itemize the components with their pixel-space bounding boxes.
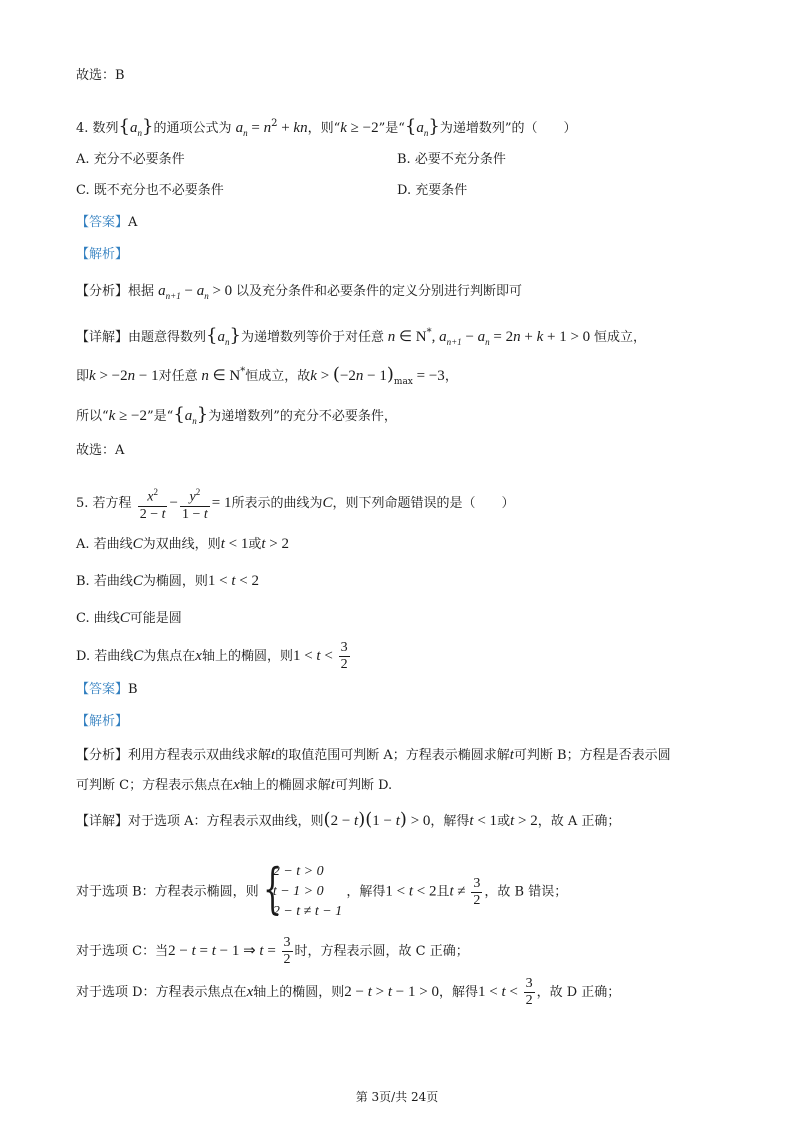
option-b: B. 必要不充分条件 — [397, 152, 506, 167]
q5-answer-line: 【答案】B — [76, 682, 138, 697]
q5-option-b: B. 若曲线C为椭圆，则1 < t < 2 — [76, 573, 259, 589]
question-5: 5. 若方程 $\frac{x^2}{2 - t}$ − $\frac{y^2}{1 - t}$ = 1所表示的曲线为C，则下列命题错误的是（ ） — [76, 484, 515, 523]
option-c: C. 既不充分也不必要条件 — [76, 183, 224, 198]
analysis-tag: 【解析】 — [76, 247, 129, 262]
page-footer: 第 3页/共 24页 — [355, 1090, 439, 1104]
q5-detail-d: 对于选项 D：方程表示焦点在x轴上的椭圆，则2 − t > t − 1 > 0，解得1 < t < $\frac{3}{2}$ ，故 D 正确； — [76, 976, 621, 1008]
q5-detail-c: 对于选项 C：当2 − t = t − 1 ⇒ t = $\frac{3}{2}$ 时，方程表示圆，故 C 正确； — [76, 935, 469, 967]
option-a: A. 充分不必要条件 — [76, 152, 185, 167]
q5-fenxi-line-1: 【分析】利用方程表示双曲线求解t的取值范围可判断 A；方程表示椭圆求解t可判断 B；方程是否表示圆 — [76, 747, 671, 763]
option-d: D. 充要条件 — [397, 183, 468, 198]
q5-analysis-tag: 【解析】 — [76, 714, 129, 729]
choose-line: 故选：A — [76, 443, 125, 458]
q5-fenxi-line-2: 可判断 C；方程表示焦点在x轴上的椭圆求解t可判断 D. — [76, 777, 393, 793]
q5-option-c: C. 曲线C可能是圆 — [76, 610, 182, 626]
q5-option-a: A. 若曲线C为双曲线，则t < 1或t > 2 — [76, 536, 289, 552]
detail-line-3: 所以“k ≥ −2”是“$\{a_n\}$为递增数列”的充分不必要条件， — [76, 404, 397, 426]
detail-line-2: 即k > −2n − 1对任意 n ∈ N*恒成立，故$k > (-2n - 1)_{max} = -3$， — [76, 364, 458, 387]
q5-detail-b: 对于选项 B：方程表示椭圆，则 { 2 − t > 0 t − 1 > 0 2 − t ≠ t − 1 ，解得1 < t < 2且t ≠ $\frac{3}{2}$ ，故 B 错误； — [76, 857, 568, 920]
question-4: 4. 数列$\{a_n\}$的通项公式为 $a_n = n^2$ + kn，则“k ≥ −2”是“$\{a_n\}$为递增数列”的（ ） — [76, 116, 577, 138]
answer-line: 【答案】A — [76, 215, 138, 230]
q5-option-d: D. 若曲线C为焦点在x轴上的椭圆，则1 < t < $\frac{3}{2}$ — [76, 640, 348, 672]
q5-detail-a: 【详解】对于选项 A：方程表示双曲线，则(2 − t)(1 − t) > 0，解得t < 1或t > 2，故 A 正确； — [76, 809, 621, 830]
detail-line: 【详解】由题意得数列$\{a_n\}$为递增数列等价于对任意 n ∈ N*, $a_{n+1} - a_n = 2n + k + 1 > 0$ 恒成立， — [76, 325, 646, 347]
fenxi-line: 【分析】根据 $a_{n+1} - a_n > 0$ 以及充分条件和必要条件的定义分别进行判断即可 — [76, 283, 522, 301]
prev-answer-line: 故选：B — [76, 68, 125, 83]
